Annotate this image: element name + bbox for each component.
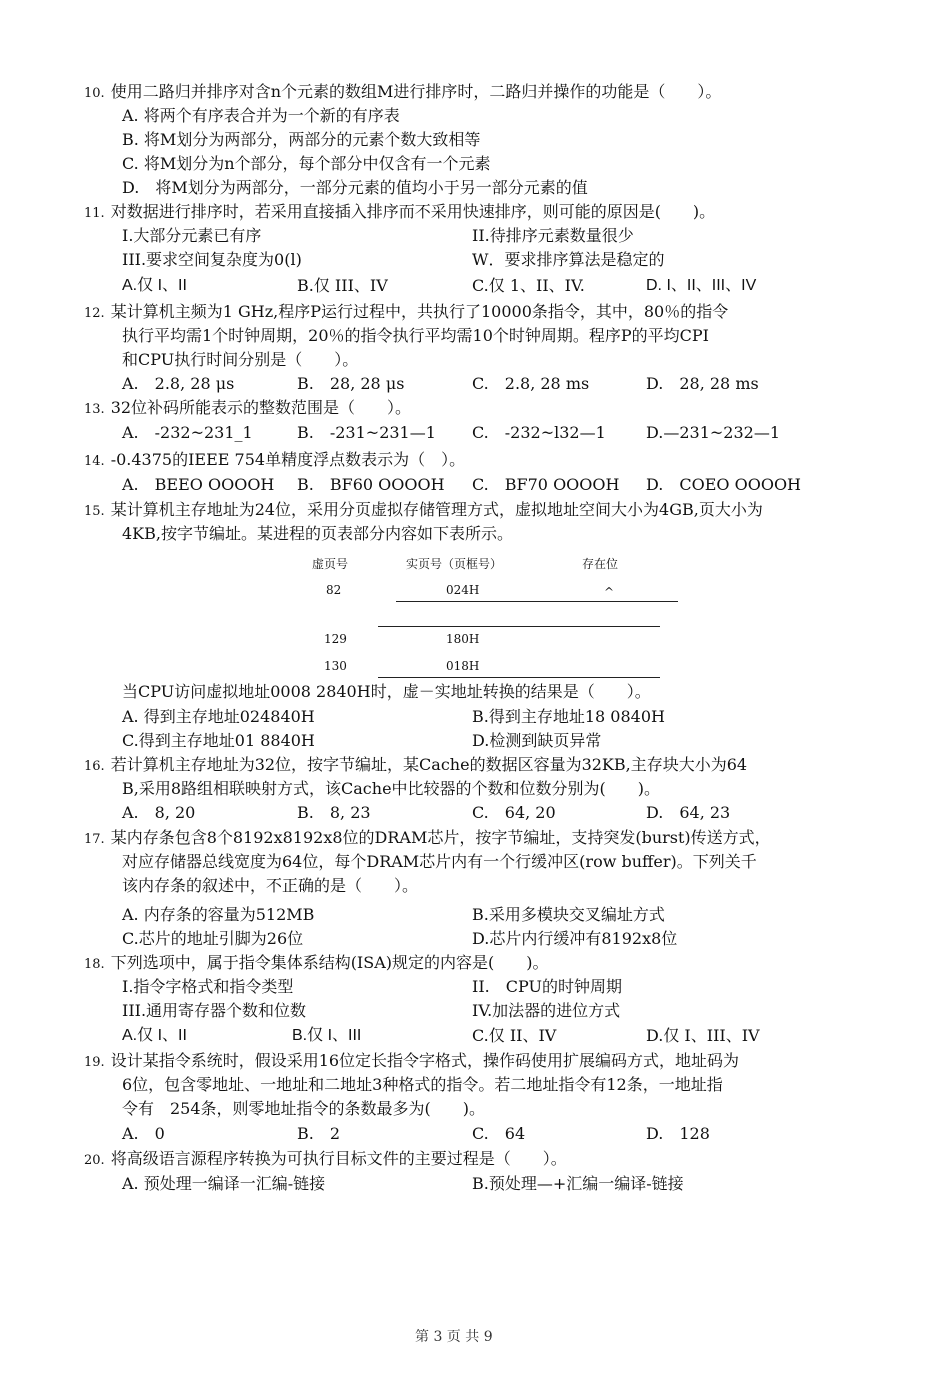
question-11 bbox=[84, 200, 715, 226]
question-number: 20. bbox=[84, 1153, 105, 1168]
question-stem-line-2: B,采用8路组相联映射方式，该Cache中比较器的个数和位数分别为( )。 bbox=[122, 779, 661, 798]
question-stem-line-1: 某计算机主存地址为24位，采用分页虚拟存储管理方式，虚拟地址空间大小为4GB,页大小为 bbox=[110, 500, 763, 519]
statement-iii: III.通用寄存器个数和位数 bbox=[122, 1001, 307, 1020]
question-16 bbox=[84, 753, 747, 779]
question-stem: 32位补码所能表示的整数范围是（ ）。 bbox=[110, 398, 412, 417]
option-a: A. 将两个有序表合并为一个新的有序表 bbox=[122, 106, 400, 125]
option-d: D. 将M划分为两部分，一部分元素的值均小于另一部分元素的值 bbox=[122, 178, 588, 197]
option-a: A. BEEO OOOOH bbox=[122, 475, 275, 494]
option-b: B.得到主存地址18 0840H bbox=[472, 707, 665, 726]
option-b: B. 2 bbox=[297, 1124, 341, 1143]
statement-iv: IV.加法器的进位方式 bbox=[472, 1001, 621, 1020]
question-number: 19. bbox=[84, 1055, 105, 1070]
option-c: C. 2.8, 28 ms bbox=[472, 374, 590, 393]
option-b: B.采用多模块交叉编址方式 bbox=[472, 905, 665, 924]
question-number: 10. bbox=[84, 86, 105, 101]
option-a: A.仅 I、II bbox=[122, 277, 187, 294]
option-c: C. BF70 OOOOH bbox=[472, 475, 620, 494]
option-b: B.仅 I、III bbox=[292, 1027, 362, 1044]
question-number: 15. bbox=[84, 504, 105, 519]
option-a: A. 预处理一编译一汇编-链接 bbox=[122, 1174, 326, 1193]
table-cell: 130 bbox=[324, 659, 347, 673]
table-cell: ^ bbox=[604, 585, 615, 599]
option-b: B. -231~231—1 bbox=[297, 423, 436, 442]
option-c: C. -232~l32—1 bbox=[472, 423, 606, 442]
option-d: D. 64, 23 bbox=[646, 803, 731, 822]
question-19 bbox=[84, 1049, 739, 1075]
option-d: D. COEO OOOOH bbox=[646, 475, 802, 494]
question-13 bbox=[84, 396, 411, 422]
option-c: C.仅 II、IV bbox=[472, 1026, 557, 1045]
question-18 bbox=[84, 951, 549, 977]
question-14 bbox=[84, 448, 465, 474]
option-d: D. 28, 28 ms bbox=[646, 374, 759, 393]
option-a: A. 内存条的容量为512MB bbox=[122, 905, 315, 924]
page-footer: 第 3 页 共 9 bbox=[415, 1329, 493, 1345]
question-20 bbox=[84, 1147, 567, 1173]
question-number: 12. bbox=[84, 306, 105, 321]
statement-ii: II. CPU的时钟周期 bbox=[472, 977, 622, 996]
option-d: D.仅 I、III、IV bbox=[646, 1026, 760, 1045]
statement-iv: W．要求排序算法是稳定的 bbox=[472, 250, 665, 269]
option-b: B. 8, 23 bbox=[297, 803, 371, 822]
option-b: B.预处理—+汇编一编译-链接 bbox=[472, 1174, 684, 1193]
table-rule bbox=[378, 626, 660, 627]
question-stem-line-1: 设计某指令系统时，假设采用16位定长指令字格式，操作码使用扩展编码方式，地址码为 bbox=[110, 1051, 740, 1070]
option-d: D. I、II、III、IV bbox=[646, 277, 757, 294]
statement-iii: III.要求空间复杂度为0(l) bbox=[122, 250, 302, 269]
option-c: C.芯片的地址引脚为26位 bbox=[122, 929, 304, 948]
table-cell: 180H bbox=[446, 632, 480, 646]
option-b: B.仅 III、IV bbox=[297, 276, 388, 295]
option-c: C. 将M划分为n个部分，每个部分中仅含有一个元素 bbox=[122, 154, 491, 173]
question-stem-line-2: 6位，包含零地址、一地址和二地址3种格式的指令。若二地址指令有12条，一地址指 bbox=[122, 1075, 723, 1094]
question-number: 14. bbox=[84, 454, 105, 469]
table-rule bbox=[378, 677, 660, 678]
option-d: D. 128 bbox=[646, 1124, 710, 1143]
question-number: 18. bbox=[84, 957, 105, 972]
question-stem-line-2: 对应存储器总线宽度为64位，每个DRAM芯片内有一个行缓冲区(row buffer)。下列关千 bbox=[122, 852, 757, 871]
question-number: 13. bbox=[84, 402, 105, 417]
question-17 bbox=[84, 826, 771, 852]
option-a: A. 得到主存地址024840H bbox=[122, 707, 315, 726]
question-stem-line-3: 和CPU执行时间分别是（ ）。 bbox=[122, 350, 359, 369]
table-rule bbox=[396, 601, 678, 602]
table-cell: 018H bbox=[446, 659, 480, 673]
option-d: D.芯片内行缓冲有8192x8位 bbox=[472, 929, 678, 948]
question-stem: 使用二路归并排序对含n个元素的数组M进行排序时，二路归并操作的功能是（ ）。 bbox=[110, 82, 722, 101]
question-stem-line-1: 若计算机主存地址为32位，按字节编址，某Cache的数据区容量为32KB,主存块大小为64 bbox=[110, 755, 748, 774]
option-d: D.检测到缺页异常 bbox=[472, 731, 602, 750]
question-stem-line-2: 执行平均需1个时钟周期，20％的指令执行平均需10个时钟周期。程序P的平均CPI bbox=[122, 326, 709, 345]
question-stem: 对数据进行排序时，若采用直接插入排序而不采用快速排序，则可能的原因是( )。 bbox=[110, 202, 716, 221]
option-b: B. 将M划分为两部分，两部分的元素个数大致相等 bbox=[122, 130, 481, 149]
option-a: A. 8, 20 bbox=[122, 803, 196, 822]
option-c: C. 64, 20 bbox=[472, 803, 556, 822]
question-number: 11. bbox=[84, 206, 105, 221]
question-stem-line-1: 某内存条包含8个8192x8192x8位的DRAM芯片，按字节编址，支持突发(burst)传送方式， bbox=[110, 828, 771, 847]
table-header-physical-page: 实页号（页框号） bbox=[406, 557, 503, 571]
table-header-present-bit: 存在位 bbox=[582, 557, 619, 571]
table-cell: 82 bbox=[326, 583, 342, 597]
option-b: B. 28, 28 μs bbox=[297, 374, 405, 393]
option-a: A. 0 bbox=[122, 1124, 165, 1143]
statement-ii: II.待排序元素数量很少 bbox=[472, 226, 634, 245]
option-b: B. BF60 OOOOH bbox=[297, 475, 445, 494]
question-12 bbox=[84, 300, 728, 326]
question-stem-line-2: 4KB,按字节编址。某进程的页表部分内容如下表所示。 bbox=[122, 524, 513, 543]
question-stem: 将高级语言源程序转换为可执行目标文件的主要过程是（ ）。 bbox=[110, 1149, 567, 1168]
question-number: 16. bbox=[84, 759, 105, 774]
question-stem-line-3: 该内存条的叙述中，不正确的是（ ）。 bbox=[122, 876, 419, 895]
question-number: 17. bbox=[84, 832, 105, 847]
table-cell: 129 bbox=[324, 632, 347, 646]
table-header-virtual-page: 虚页号 bbox=[312, 557, 349, 571]
option-a: A.仅 I、II bbox=[122, 1027, 187, 1044]
question-stem: 下列选项中，属于指令集体系结构(ISA)规定的内容是( )。 bbox=[110, 953, 549, 972]
option-c: C. 64 bbox=[472, 1124, 526, 1143]
question-stem-line-3: 当CPU访问虚拟地址0008 2840H时，虚－实地址转换的结果是（ ）。 bbox=[122, 682, 651, 701]
option-a: A. -232~231_1 bbox=[122, 423, 253, 442]
option-c: C.仅 1、II、IV. bbox=[472, 276, 585, 295]
table-cell: 024H bbox=[446, 583, 480, 597]
option-d: D.—231~232—1 bbox=[646, 423, 781, 442]
statement-i: I.大部分元素已有序 bbox=[122, 226, 262, 245]
option-a: A. 2.8, 28 μs bbox=[122, 374, 235, 393]
option-c: C.得到主存地址01 8840H bbox=[122, 731, 315, 750]
question-stem-line-1: 某计算机主频为1 GHz,程序P运行过程中，共执行了10000条指令，其中，80％的指令 bbox=[110, 302, 729, 321]
question-stem-line-3: 令有 254条，则零地址指令的条数最多为( )。 bbox=[122, 1099, 486, 1118]
question-15 bbox=[84, 498, 763, 524]
question-10 bbox=[84, 80, 721, 106]
statement-i: I.指令字格式和指令类型 bbox=[122, 977, 294, 996]
question-stem: -0.4375的IEEE 754单精度浮点数表示为（ ）。 bbox=[110, 450, 466, 469]
